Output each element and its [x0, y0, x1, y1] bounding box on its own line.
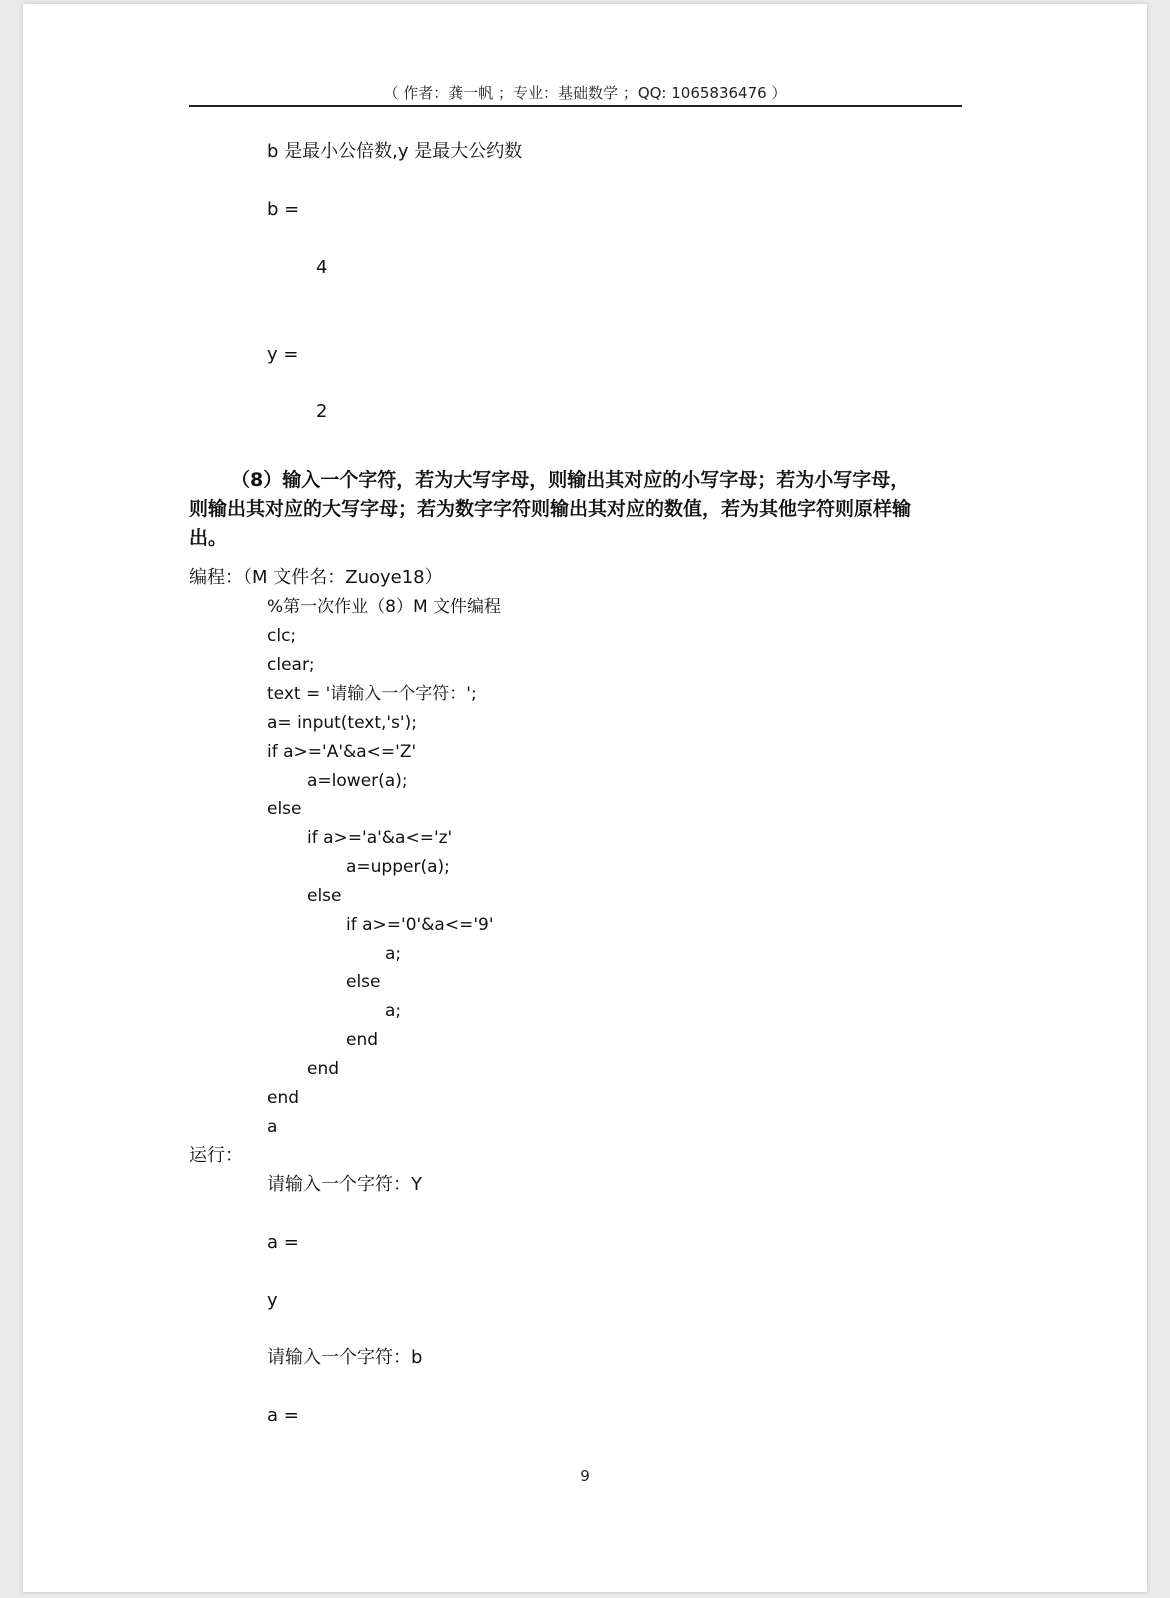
- question-line-2: 则输出其对应的大写字母；若为数字字符则输出其对应的数值，若为其他字符则原样输: [189, 498, 912, 520]
- document-page: [23, 4, 1147, 1592]
- run-output-line: 请输入一个字符：Y: [267, 1174, 422, 1195]
- code-line: a=lower(a);: [307, 771, 408, 791]
- code-line: a: [267, 1117, 278, 1137]
- code-line: text = '请输入一个字符：';: [267, 684, 477, 704]
- code-line: a;: [385, 944, 402, 964]
- programming-label: 编程：（M 文件名：Zuoye18）: [189, 567, 443, 588]
- run-output-line: 请输入一个字符：b: [267, 1347, 423, 1368]
- code-line: end: [307, 1059, 340, 1079]
- code-line: if a>='0'&a<='9': [346, 915, 494, 935]
- code-line: a= input(text,'s');: [267, 713, 417, 733]
- lcm-gcd-note: b 是最小公倍数,y 是最大公约数: [267, 141, 523, 162]
- b-value: 4: [316, 257, 328, 278]
- code-line: clc;: [267, 626, 297, 646]
- question-line-1: （8）输入一个字符，若为大写字母，则输出其对应的小写字母；若为小写字母，: [231, 469, 910, 491]
- question-line-3: 出。: [189, 527, 228, 549]
- code-line: else: [267, 799, 302, 819]
- code-line: a=upper(a);: [346, 857, 450, 877]
- code-line: a;: [385, 1001, 402, 1021]
- y-value: 2: [316, 401, 328, 422]
- run-label: 运行：: [189, 1145, 243, 1166]
- y-label: y =: [267, 344, 299, 365]
- b-label: b =: [267, 199, 300, 220]
- code-line: clear;: [267, 655, 315, 675]
- code-line: if a>='A'&a<='Z': [267, 742, 417, 762]
- code-line: else: [346, 972, 381, 992]
- code-line: else: [307, 886, 342, 906]
- code-line: end: [346, 1030, 379, 1050]
- code-line: %第一次作业（8）M 文件编程: [267, 597, 502, 617]
- page-header: （ 作者：龚一帆 ；专业：基础数学 ；QQ: 1065836476 ）: [383, 84, 787, 102]
- page-number: 9: [580, 1467, 590, 1485]
- header-divider: [189, 105, 962, 107]
- code-line: if a>='a'&a<='z': [307, 828, 453, 848]
- code-line: end: [267, 1088, 300, 1108]
- run-output-line: a =: [267, 1232, 299, 1253]
- run-output-line: y: [267, 1290, 278, 1311]
- run-output-line: a =: [267, 1405, 299, 1426]
